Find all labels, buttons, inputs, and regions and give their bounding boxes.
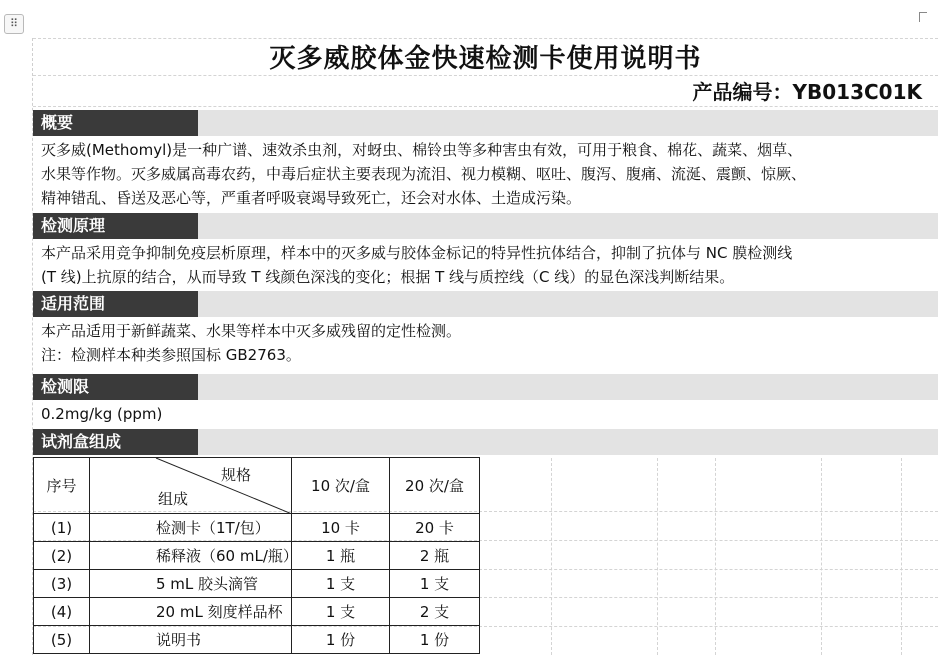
row-qty-10: 1 支 (292, 598, 390, 626)
text-line: 水果等作物。灭多威属高毒农药，中毒后症状主要表现为流泪、视力模糊、呕吐、腹泻、腹痛、流涎、震颤、惊厥、 (41, 165, 807, 183)
row-qty-10: 1 瓶 (292, 542, 390, 570)
section-header-overview (33, 110, 938, 136)
table-row (34, 626, 480, 654)
row-qty-20: 1 份 (390, 626, 480, 654)
page-corner-mark (919, 12, 927, 22)
row-qty-10: 10 卡 (292, 514, 390, 542)
header-component: 组成 (158, 490, 189, 508)
kit-composition-table (33, 457, 480, 654)
row-qty-20: 2 瓶 (390, 542, 480, 570)
section-label: 概要 (33, 110, 198, 136)
row-index: (4) (34, 598, 90, 626)
row-qty-10: 1 份 (292, 626, 390, 654)
header-spec: 规格 (220, 466, 251, 484)
table-row (34, 542, 480, 570)
header-col-10: 10 次/盒 (292, 458, 390, 514)
limit-text (41, 402, 930, 426)
row-qty-10: 1 支 (292, 570, 390, 598)
row-name: 稀释液（60 mL/瓶） (90, 542, 292, 570)
table-row (34, 598, 480, 626)
row-index: (2) (34, 542, 90, 570)
text-line: (T 线)上抗原的结合，从而导致 T 线颜色深浅的变化；根据 T 线与质控线（C 线）的显色深浅判断结果。 (41, 268, 735, 286)
row-name: 检测卡（1T/包） (90, 514, 292, 542)
grid-line (551, 458, 552, 655)
grid-line (33, 38, 938, 39)
row-name: 说明书 (90, 626, 292, 654)
section-header-principle (33, 213, 938, 239)
text-line: 注：检测样本种类参照国标 GB2763。 (41, 346, 301, 364)
grid-line (901, 458, 902, 655)
section-header-scope (33, 291, 938, 317)
document-page (32, 38, 938, 655)
text-line: 精神错乱、昏送及恶心等，严重者呼吸衰竭导致死亡，还会对水体、土造成污染。 (41, 189, 582, 207)
scope-text (41, 319, 930, 367)
row-qty-20: 20 卡 (390, 514, 480, 542)
table-header-row (34, 458, 480, 514)
text-line: 灭多威(Methomyl)是一种广谱、速效杀虫剂，对蚜虫、棉铃虫等多种害虫有效，可用于粮食、棉花、蔬菜、烟草、 (41, 141, 803, 159)
section-label: 检测限 (33, 374, 198, 400)
table-row (34, 514, 480, 542)
section-label: 适用范围 (33, 291, 198, 317)
text-line: 本产品适用于新鲜蔬菜、水果等样本中灭多威残留的定性检测。 (41, 322, 462, 340)
document-title: 灭多威胶体金快速检测卡使用说明书 (269, 44, 702, 74)
row-qty-20: 1 支 (390, 570, 480, 598)
row-index: (3) (34, 570, 90, 598)
row-qty-20: 2 支 (390, 598, 480, 626)
grid-line (715, 458, 716, 655)
section-header-kit (33, 429, 938, 455)
text-line: 0.2mg/kg (ppm) (41, 405, 163, 423)
overview-text (41, 138, 930, 210)
grid-line (33, 106, 938, 107)
row-index: (5) (34, 626, 90, 654)
text-line: 本产品采用竞争抑制免疫层析原理，样本中的灭多威与胶体金标记的特异性抗体结合，抑制了抗体与 NC 膜检测线 (41, 244, 793, 262)
table-row (34, 570, 480, 598)
diagonal-divider (90, 458, 292, 514)
principle-text (41, 241, 930, 289)
section-label: 试剂盒组成 (33, 429, 198, 455)
header-col-20: 20 次/盒 (390, 458, 480, 514)
product-code: 产品编号：YB013C01K (692, 80, 922, 104)
header-diagonal-cell (90, 458, 292, 514)
row-name: 20 mL 刻度样品杯 (90, 598, 292, 626)
grid-line (657, 458, 658, 655)
header-index: 序号 (34, 458, 90, 514)
section-label: 检测原理 (33, 213, 198, 239)
grid-line (821, 458, 822, 655)
block-drag-handle[interactable] (4, 14, 24, 34)
section-header-limit (33, 374, 938, 400)
row-name: 5 mL 胶头滴管 (90, 570, 292, 598)
row-index: (1) (34, 514, 90, 542)
grip-icon: ⠿ (9, 17, 19, 30)
